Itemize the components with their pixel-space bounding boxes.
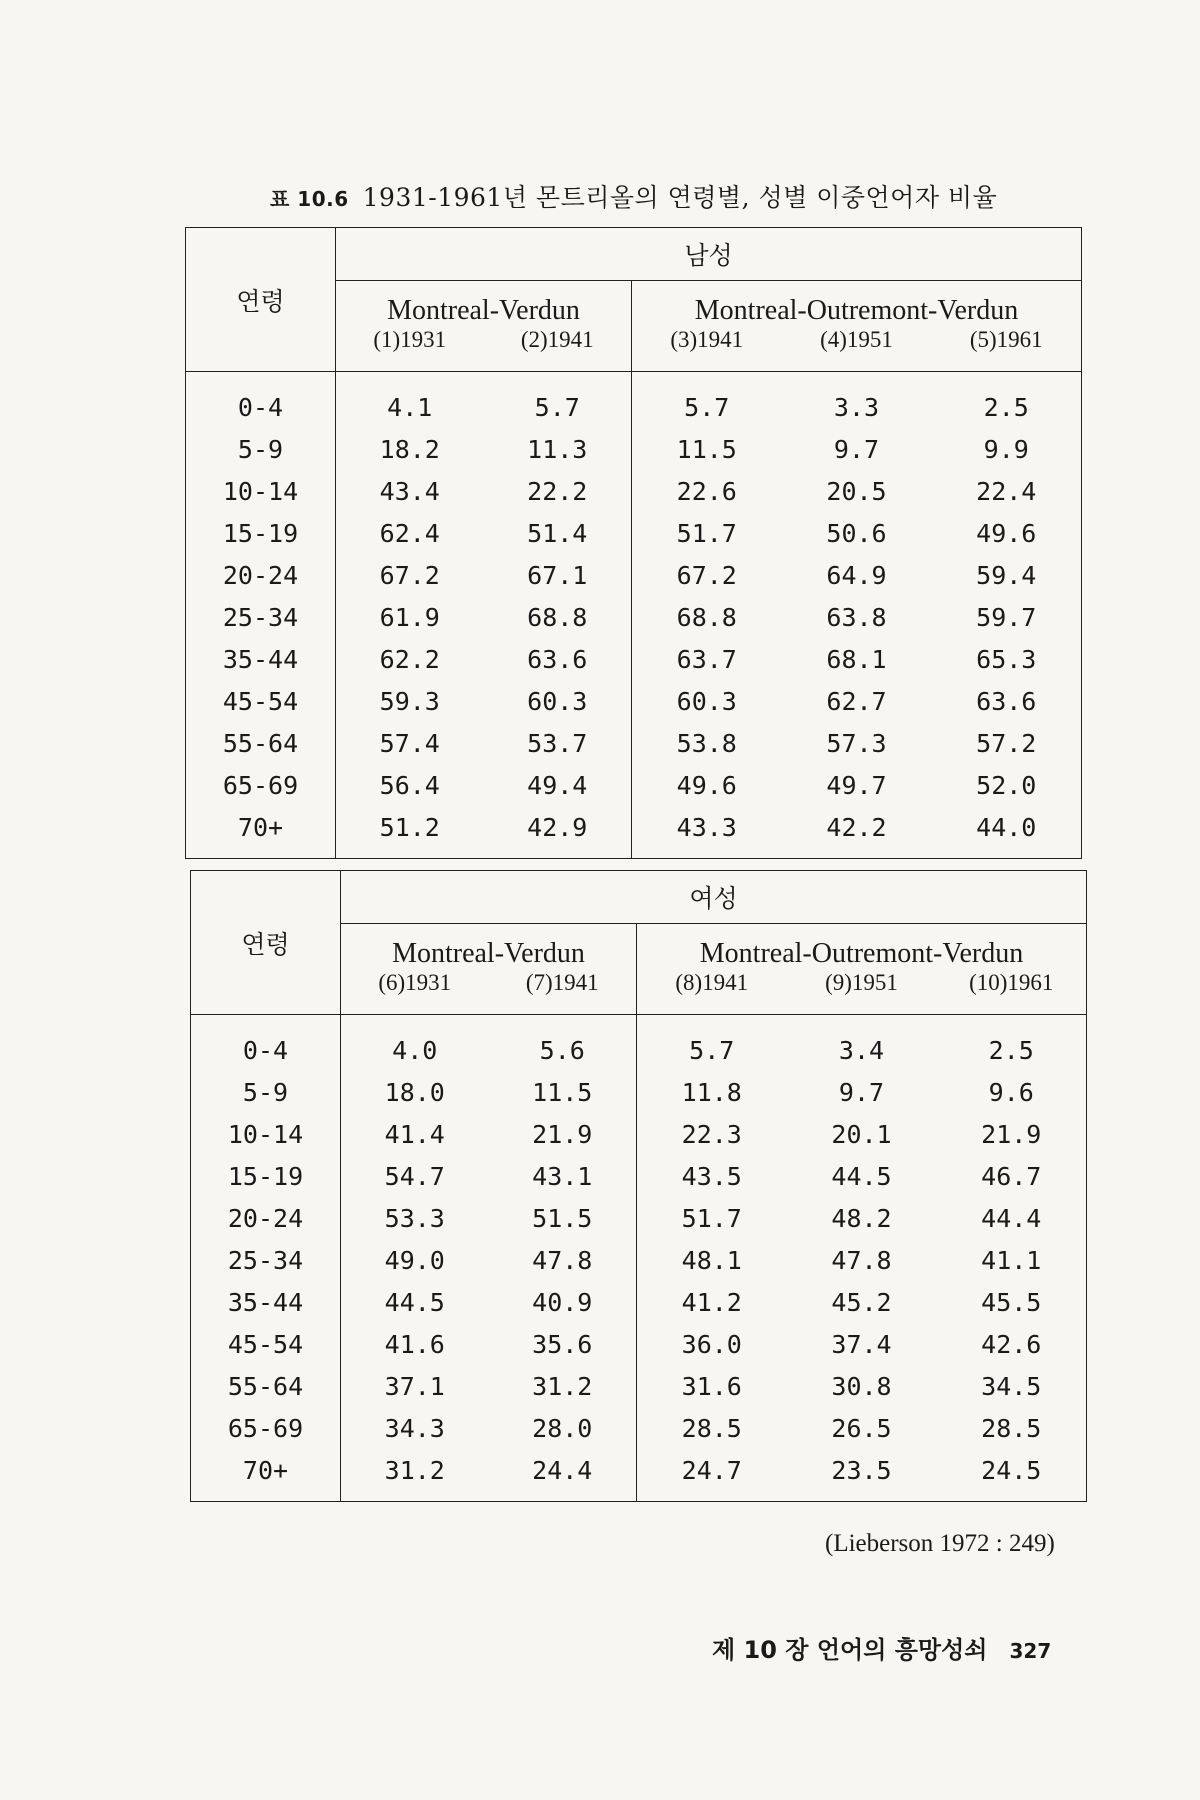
page-number: 327 [1009,1639,1052,1663]
percentage-cell: 61.9 [379,602,440,632]
table-row [191,1323,1087,1365]
percentage-cell: 62.2 [379,644,440,674]
table-row [186,764,1082,806]
percentage-cell: 51.7 [676,518,737,548]
percentage-cell: 37.4 [831,1329,892,1359]
percentage-cell: 11.5 [489,1071,637,1113]
year-header: (9)1951 [787,970,937,1015]
age-group-cell: 45-54 [186,680,336,722]
age-group-cell: 25-34 [186,596,336,638]
percentage-cell: 57.2 [976,728,1037,758]
age-group-cell: 55-64 [186,722,336,764]
table-row [191,1071,1087,1113]
sex-header-female: 여성 [341,871,1087,924]
percentage-cell: 31.6 [681,1371,742,1401]
percentage-cell: 56.4 [379,770,440,800]
chapter-title: 제 10 장 언어의 흥망성쇠 [712,1636,988,1664]
table-row [186,806,1082,859]
percentage-cell: 50.6 [826,518,887,548]
percentage-cell: 68.1 [826,644,887,674]
year-header: (4)1951 [782,327,932,372]
percentage-cell: 24.5 [981,1455,1042,1485]
percentage-cell: 42.6 [981,1329,1042,1359]
percentage-cell: 31.2 [384,1455,445,1485]
year-header: (7)1941 [489,970,637,1015]
age-group-cell: 65-69 [191,1407,341,1449]
percentage-cell: 5.7 [689,1035,735,1065]
percentage-cell: 67.2 [379,560,440,590]
percentage-cell: 20.5 [826,476,887,506]
percentage-cell: 48.2 [831,1203,892,1233]
percentage-cell: 3.4 [838,1035,885,1065]
year-header: (8)1941 [637,970,787,1015]
percentage-cell: 2.5 [988,1035,1034,1065]
percentage-cell: 21.9 [981,1119,1042,1149]
year-header: (1)1931 [336,327,484,372]
percentage-cell: 43.1 [489,1155,637,1197]
percentage-cell: 44.5 [384,1287,445,1317]
age-group-cell: 35-44 [191,1281,341,1323]
female-table [190,870,1087,1502]
percentage-cell: 49.7 [826,770,887,800]
page-footer [712,1630,1051,1665]
age-group-cell: 55-64 [191,1365,341,1407]
percentage-cell: 28.0 [489,1407,637,1449]
percentage-cell: 44.4 [981,1203,1042,1233]
age-group-cell: 25-34 [191,1239,341,1281]
percentage-cell: 44.0 [976,812,1037,842]
percentage-cell: 60.3 [484,680,632,722]
percentage-cell: 49.6 [676,770,737,800]
table-row [186,596,1082,638]
percentage-cell: 51.4 [484,512,632,554]
percentage-cell: 53.7 [484,722,632,764]
table-row [191,1449,1087,1502]
percentage-cell: 34.5 [981,1371,1042,1401]
table-row [191,1197,1087,1239]
percentage-cell: 26.5 [831,1413,892,1443]
percentage-cell: 64.9 [826,560,887,590]
table-row [191,1113,1087,1155]
age-group-cell: 5-9 [191,1071,341,1113]
table-row [186,372,1082,429]
table-row [191,1155,1087,1197]
percentage-cell: 57.3 [826,728,887,758]
percentage-cell: 11.8 [681,1077,742,1107]
age-group-cell: 45-54 [191,1323,341,1365]
age-column-header: 연령 [191,871,341,1015]
year-header: (5)1961 [932,327,1082,372]
percentage-cell: 2.5 [983,392,1029,422]
percentage-cell: 42.2 [826,812,887,842]
percentage-cell: 57.4 [379,728,440,758]
percentage-cell: 37.1 [384,1371,445,1401]
percentage-cell: 21.9 [489,1113,637,1155]
age-group-cell: 35-44 [186,638,336,680]
percentage-cell: 11.3 [484,428,632,470]
percentage-cell: 9.7 [838,1077,885,1107]
percentage-cell: 42.9 [484,806,632,859]
percentage-cell: 22.2 [484,470,632,512]
percentage-cell: 22.4 [976,476,1037,506]
age-group-cell: 0-4 [186,372,336,429]
percentage-cell: 47.8 [489,1239,637,1281]
age-group-cell: 0-4 [191,1015,341,1072]
age-group-cell: 70+ [186,806,336,859]
percentage-cell: 41.6 [384,1329,445,1359]
percentage-cell: 11.5 [676,434,737,464]
age-group-cell: 10-14 [186,470,336,512]
age-group-cell: 70+ [191,1449,341,1502]
percentage-cell: 5.6 [489,1015,637,1072]
age-group-cell: 20-24 [186,554,336,596]
percentage-cell: 9.9 [983,434,1029,464]
percentage-cell: 48.1 [681,1245,742,1275]
percentage-cell: 67.2 [676,560,737,590]
percentage-cell: 49.6 [976,518,1037,548]
percentage-cell: 52.0 [976,770,1037,800]
percentage-cell: 51.7 [681,1203,742,1233]
percentage-cell: 18.0 [384,1077,445,1107]
percentage-cell: 43.4 [379,476,440,506]
year-header: (6)1931 [341,970,489,1015]
percentage-cell: 24.4 [489,1449,637,1502]
percentage-cell: 68.8 [676,602,737,632]
table-row [186,470,1082,512]
table-row [191,1365,1087,1407]
table-row [191,1407,1087,1449]
percentage-cell: 51.5 [489,1197,637,1239]
percentage-cell: 36.0 [681,1329,742,1359]
region-header-montreal-outremont-verdun: Montreal-Outremont-Verdun [694,295,1019,326]
percentage-cell: 63.7 [676,644,737,674]
age-group-cell: 15-19 [191,1155,341,1197]
percentage-cell: 60.3 [676,686,737,716]
percentage-cell: 3.3 [833,392,880,422]
percentage-cell: 62.7 [826,686,887,716]
age-group-cell: 5-9 [186,428,336,470]
percentage-cell: 47.8 [831,1245,892,1275]
table-caption [270,178,997,214]
percentage-cell: 41.1 [981,1245,1042,1275]
percentage-cell: 20.1 [831,1119,892,1149]
percentage-cell: 35.6 [489,1323,637,1365]
percentage-cell: 30.8 [831,1371,892,1401]
table-row [186,722,1082,764]
percentage-cell: 43.5 [681,1161,742,1191]
age-group-cell: 10-14 [191,1113,341,1155]
percentage-cell: 5.7 [684,392,730,422]
percentage-cell: 54.7 [384,1161,445,1191]
region-header-montreal-verdun: Montreal-Verdun [341,924,637,971]
source-citation: (Lieberson 1972 : 249) [825,1530,1055,1557]
age-group-cell: 20-24 [191,1197,341,1239]
percentage-cell: 45.2 [831,1287,892,1317]
percentage-cell: 22.3 [681,1119,742,1149]
percentage-cell: 63.6 [976,686,1037,716]
percentage-cell: 18.2 [379,434,440,464]
percentage-cell: 67.1 [484,554,632,596]
percentage-cell: 28.5 [681,1413,742,1443]
percentage-cell: 49.0 [384,1245,445,1275]
percentage-cell: 41.4 [384,1119,445,1149]
percentage-cell: 68.8 [484,596,632,638]
table-row [186,554,1082,596]
year-header: (3)1941 [632,327,782,372]
table-row [186,638,1082,680]
percentage-cell: 28.5 [981,1413,1042,1443]
percentage-cell: 45.5 [981,1287,1042,1317]
table-row [186,512,1082,554]
region-header-montreal-verdun: Montreal-Verdun [336,281,632,328]
table-row [191,1015,1087,1072]
age-group-cell: 15-19 [186,512,336,554]
percentage-cell: 59.7 [976,602,1037,632]
table-row [186,428,1082,470]
percentage-cell: 59.3 [379,686,440,716]
sex-header-male: 남성 [336,228,1082,281]
percentage-cell: 34.3 [384,1413,445,1443]
percentage-cell: 4.1 [387,392,433,422]
percentage-cell: 53.3 [384,1203,445,1233]
percentage-cell: 51.2 [379,812,440,842]
age-column-header: 연령 [186,228,336,372]
female-table-body [191,1015,1087,1502]
percentage-cell: 23.5 [831,1455,892,1485]
percentage-cell: 9.6 [988,1077,1034,1107]
table-title: 1931-1961년 몬트리올의 연령별, 성별 이중언어자 비율 [362,183,998,212]
year-header: (10)1961 [937,970,1087,1015]
percentage-cell: 49.4 [484,764,632,806]
region-header-montreal-outremont-verdun: Montreal-Outremont-Verdun [699,938,1024,969]
male-table [185,227,1082,859]
percentage-cell: 65.3 [976,644,1037,674]
percentage-cell: 41.2 [681,1287,742,1317]
percentage-cell: 9.7 [833,434,880,464]
table-number: 표 10.6 [270,187,349,211]
percentage-cell: 43.3 [676,812,737,842]
percentage-cell: 53.8 [676,728,737,758]
percentage-cell: 31.2 [489,1365,637,1407]
male-table-body [186,372,1082,859]
table-row [191,1239,1087,1281]
percentage-cell: 63.6 [484,638,632,680]
percentage-cell: 22.6 [676,476,737,506]
year-header: (2)1941 [484,327,632,372]
percentage-cell: 62.4 [379,518,440,548]
table-row [191,1281,1087,1323]
percentage-cell: 63.8 [826,602,887,632]
table-row [186,680,1082,722]
percentage-cell: 44.5 [831,1161,892,1191]
percentage-cell: 40.9 [489,1281,637,1323]
percentage-cell: 59.4 [976,560,1037,590]
age-group-cell: 65-69 [186,764,336,806]
percentage-cell: 24.7 [681,1455,742,1485]
percentage-cell: 46.7 [981,1161,1042,1191]
percentage-cell: 5.7 [484,372,632,429]
percentage-cell: 4.0 [392,1035,438,1065]
